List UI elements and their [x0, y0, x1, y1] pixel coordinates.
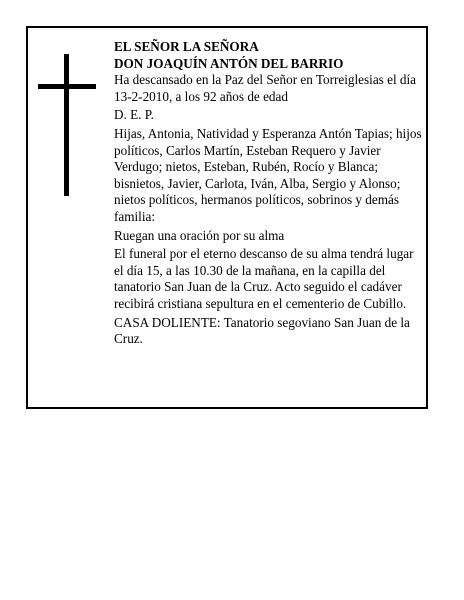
prayer-request: Ruegan una oración por su alma	[114, 227, 285, 243]
obituary-text	[114, 39, 426, 350]
rest-statement: Ha descansado en la Paz del Señor en Torreiglesias el día 13-2-2010, a los 92 años de edad	[114, 72, 417, 104]
funeral-details: El funeral por el eterno descanso de su alma tendrá lugar el día 15, a las 10.30 de la mañana, en la capilla del tanatorio San Juan de la Cruz. Acto seguido el cadáver recibirá cristiana sepultura en el cementerio de Cubillo.	[114, 246, 414, 311]
heading-line-1: EL SEÑOR LA SEÑORA	[114, 39, 259, 54]
mourning-house: CASA DOLIENTE: Tanatorio segoviano San Juan de la Cruz.	[114, 314, 410, 347]
deceased-name: DON JOAQUÍN ANTÓN DEL BARRIO	[114, 55, 344, 71]
rip-abbreviation: D. E. P.	[114, 107, 154, 123]
family-list: Hijas, Antonia, Natividad y Esperanza Antón Tapias; hijos políticos, Carlos Martín, Esteban Requero y Javier Verdugo; nietos, Esteban, Rubén, Rocío y Blanca; bisnietos, Javier, Carlota, Iván, Alba, Sergio y Alonso; nietos políticos, hermanos políticos, sobrinos y demás familia:	[114, 125, 422, 224]
